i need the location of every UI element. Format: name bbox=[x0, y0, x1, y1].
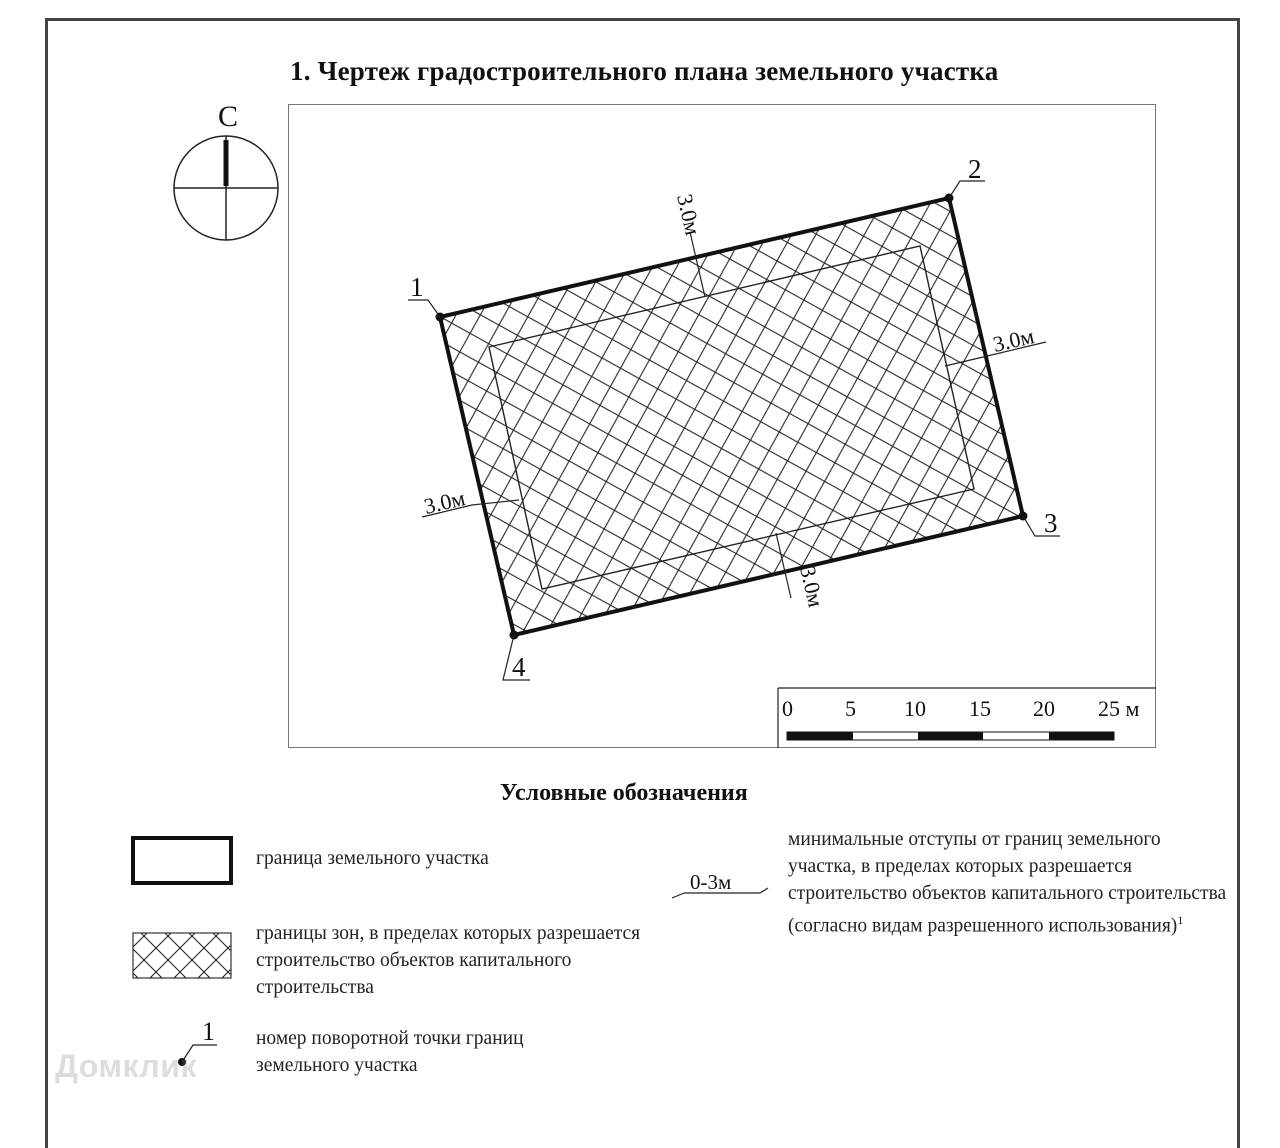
page-title: 1. Чертеж градостроительного плана земельного участка bbox=[290, 56, 999, 86]
scale-tick-25: 25 м bbox=[1098, 696, 1140, 721]
north-arrow-icon bbox=[174, 100, 278, 240]
scale-segment-10-15 bbox=[918, 732, 983, 740]
scale-segment-0-5 bbox=[787, 732, 853, 740]
point-number-2: 2 bbox=[968, 154, 982, 184]
svg-text:3.0м: 3.0м bbox=[990, 323, 1037, 357]
svg-text:3.0м: 3.0м bbox=[795, 563, 829, 610]
legend-boundary-label: граница земельного участка bbox=[256, 848, 489, 869]
legend-boundary-symbol bbox=[133, 838, 231, 883]
north-label: С bbox=[217, 100, 239, 133]
point-number-4: 4 bbox=[512, 652, 526, 682]
scale-tick-5: 5 bbox=[845, 696, 856, 721]
scale-tick-15: 15 bbox=[969, 696, 991, 721]
legend-setback-label bbox=[788, 826, 1228, 940]
scale-segment-20-25 bbox=[1049, 732, 1114, 740]
legend-setback-label-text: минимальные отступы от границ земельного участка, в пределах которых разрешается строительство объектов капитального строительства (согласно видам разрешенного использования) bbox=[788, 829, 1227, 937]
legend-zone-symbol bbox=[133, 933, 231, 978]
legend-setback-symbol bbox=[672, 870, 768, 898]
point-number-3: 3 bbox=[1044, 508, 1058, 538]
scale-tick-10: 10 bbox=[904, 696, 926, 721]
legend-title: Условные обозначения bbox=[500, 780, 748, 806]
svg-text:3.0м: 3.0м bbox=[421, 485, 468, 519]
hatched-zone bbox=[440, 198, 1023, 635]
point-number-1: 1 bbox=[410, 272, 424, 302]
legend-point-number: 1 bbox=[202, 1017, 215, 1046]
watermark-logo: Домклик bbox=[55, 1048, 197, 1084]
legend-point-label: номер поворотной точки границ земельного участка bbox=[256, 1028, 524, 1076]
legend-zone-label: границы зон, в пределах которых разрешается строительство объектов капитального строительства bbox=[256, 923, 641, 998]
scale-tick-0: 0 bbox=[782, 696, 793, 721]
legend-setback-footnote: 1 bbox=[1177, 913, 1184, 927]
svg-text:3.0м: 3.0м bbox=[672, 191, 706, 238]
scale-bar bbox=[778, 688, 1156, 748]
legend-setback-sample: 0-3м bbox=[690, 870, 732, 894]
scale-tick-20: 20 bbox=[1033, 696, 1055, 721]
